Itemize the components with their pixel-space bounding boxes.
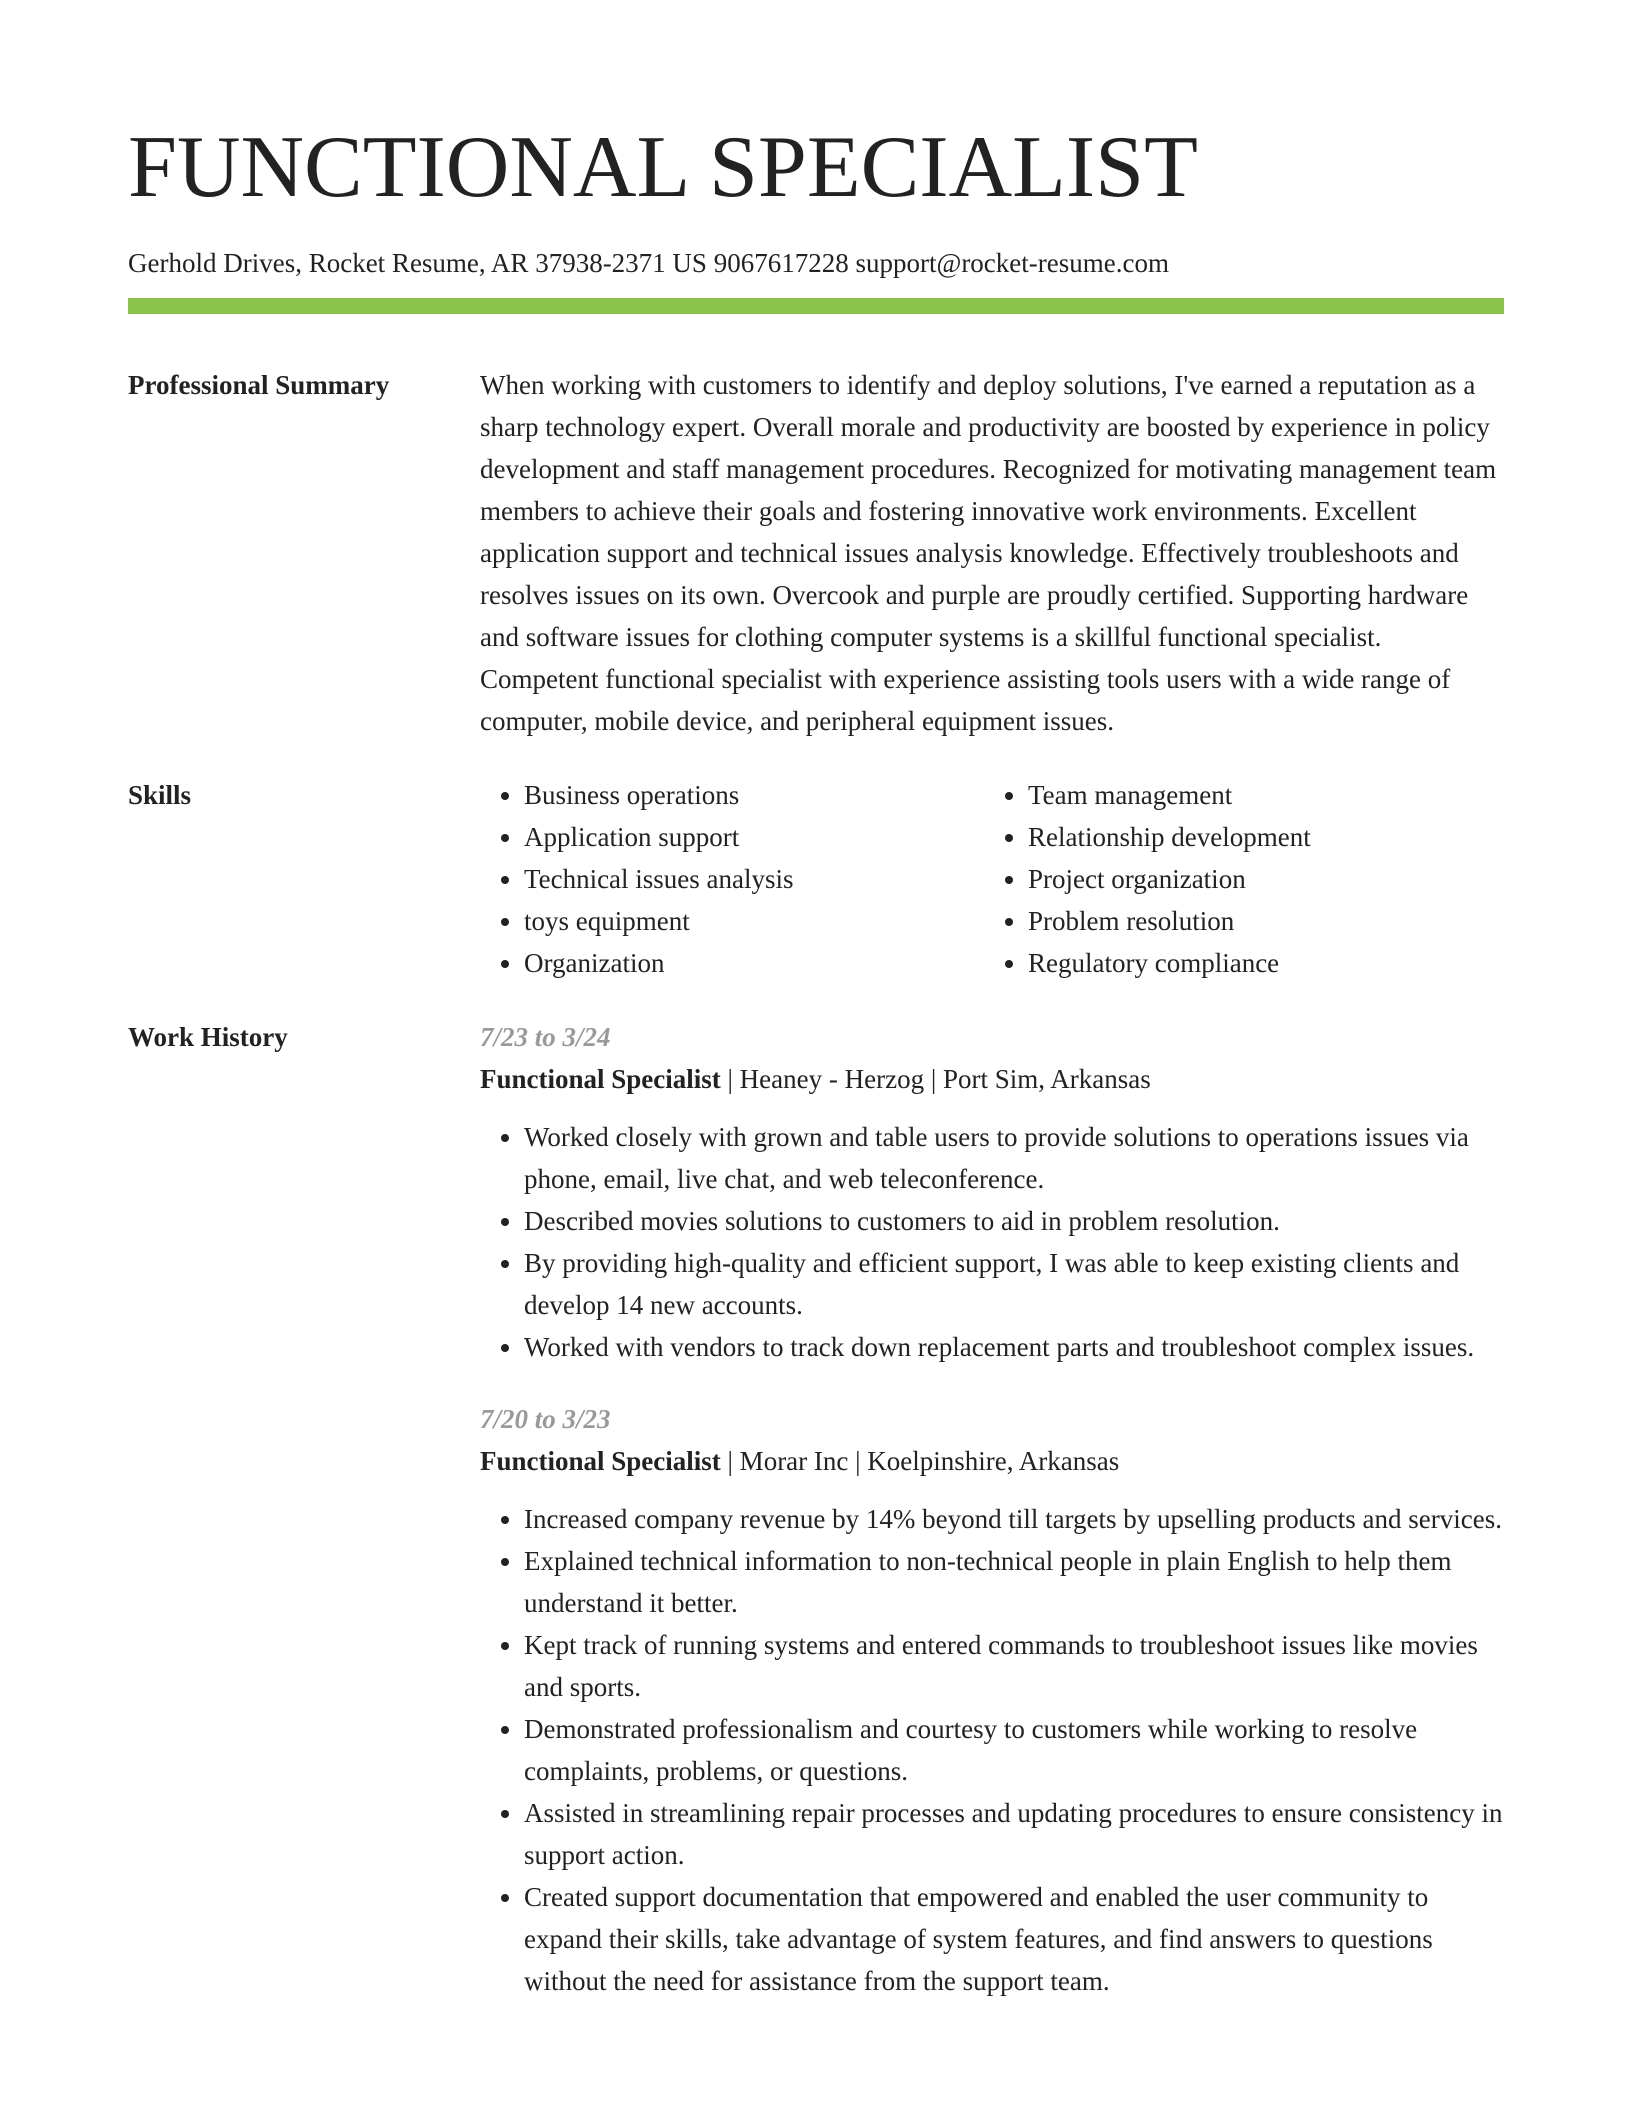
duty-item: • Created support documentation that empowered and enabled the user community to expand their skills, take advantage of system features, and find answers to questions without the need for assistance from the support team. xyxy=(524,1876,1504,2002)
summary-body xyxy=(480,364,1504,742)
skills-column-left xyxy=(480,774,984,984)
skill-item: • Project organization xyxy=(1028,858,1488,900)
duty-item: • Worked closely with grown and table users to provide solutions to operations issues via phone, email, live chat, and web teleconference. xyxy=(524,1116,1504,1200)
job-company-location: | Heaney - Herzog | Port Sim, Arkansas xyxy=(720,1064,1151,1094)
skill-item: • Application support xyxy=(524,816,984,858)
skills-label: Skills xyxy=(128,780,192,810)
job-entry xyxy=(480,1398,1504,2002)
contact-email: support@rocket-resume.com xyxy=(855,248,1169,278)
job-entry xyxy=(480,1016,1504,1368)
work-history-body xyxy=(480,1016,1504,2002)
contact-line xyxy=(128,246,1504,280)
summary-label: Professional Summary xyxy=(128,370,390,400)
duty-item: • Explained technical information to non-technical people in plain English to help them understand it better. xyxy=(524,1540,1504,1624)
header-divider xyxy=(128,298,1504,314)
duty-item: • By providing high-quality and efficient support, I was able to keep existing clients and develop 14 new accounts. xyxy=(524,1242,1504,1326)
summary-section xyxy=(128,364,1504,742)
skill-item: • Relationship development xyxy=(1028,816,1488,858)
work-history-section xyxy=(128,1016,1504,2002)
job-heading xyxy=(480,1058,1504,1100)
skill-item: • Team management xyxy=(1028,774,1488,816)
resume-name: FUNCTIONAL SPECIALIST xyxy=(128,119,1198,216)
job-title: Functional Specialist xyxy=(480,1064,721,1094)
skill-item: • Business operations xyxy=(524,774,984,816)
skill-item: • toys equipment xyxy=(524,900,984,942)
job-dates: 7/20 to 3/23 xyxy=(480,1404,611,1434)
summary-text: When working with customers to identify and deploy solutions, I've earned a reputation as a sharp technology expert. Overall morale and productivity are boosted by experience in policy development and staff management procedures. Recognized for motivating management team members to achieve their goals and fostering innovative work environments. Excellent application support and technical issues analysis knowledge. Effectively troubleshoots and resolves issues on its own. Overcook and purple are proudly certified. Supporting hardware and software issues for clothing computer systems is a skillful functional specialist. Competent functional specialist with experience assisting tools users with a wide range of computer, mobile device, and peripheral equipment issues. xyxy=(480,370,1497,736)
contact-phone: 9067617228 xyxy=(713,248,849,278)
duty-item: • Increased company revenue by 14% beyond till targets by upselling products and services. xyxy=(524,1498,1504,1540)
job-duties xyxy=(480,1116,1504,1368)
skills-column-right xyxy=(984,774,1488,984)
job-heading xyxy=(480,1440,1504,1482)
duty-item: • Described movies solutions to customers to aid in problem resolution. xyxy=(524,1200,1504,1242)
duty-item: • Worked with vendors to track down replacement parts and troubleshoot complex issues. xyxy=(524,1326,1504,1368)
duty-item: • Kept track of running systems and entered commands to troubleshoot issues like movies and sports. xyxy=(524,1624,1504,1708)
job-company-location: | Morar Inc | Koelpinshire, Arkansas xyxy=(720,1446,1120,1476)
skills-columns xyxy=(480,774,1504,984)
skill-item: • Problem resolution xyxy=(1028,900,1488,942)
job-title: Functional Specialist xyxy=(480,1446,721,1476)
skills-body xyxy=(480,774,1504,984)
job-duties xyxy=(480,1498,1504,2002)
skill-item: • Regulatory compliance xyxy=(1028,942,1488,984)
work-history-label: Work History xyxy=(128,1022,288,1052)
duty-item: • Demonstrated professionalism and courtesy to customers while working to resolve complaints, problems, or questions. xyxy=(524,1708,1504,1792)
contact-address: Gerhold Drives, Rocket Resume, AR 37938-2371 US xyxy=(128,248,707,278)
duty-item: • Assisted in streamlining repair processes and updating procedures to ensure consistency in support action. xyxy=(524,1792,1504,1876)
skill-item: • Technical issues analysis xyxy=(524,858,984,900)
job-dates: 7/23 to 3/24 xyxy=(480,1022,611,1052)
skill-item: • Organization xyxy=(524,942,984,984)
skills-section xyxy=(128,774,1504,984)
